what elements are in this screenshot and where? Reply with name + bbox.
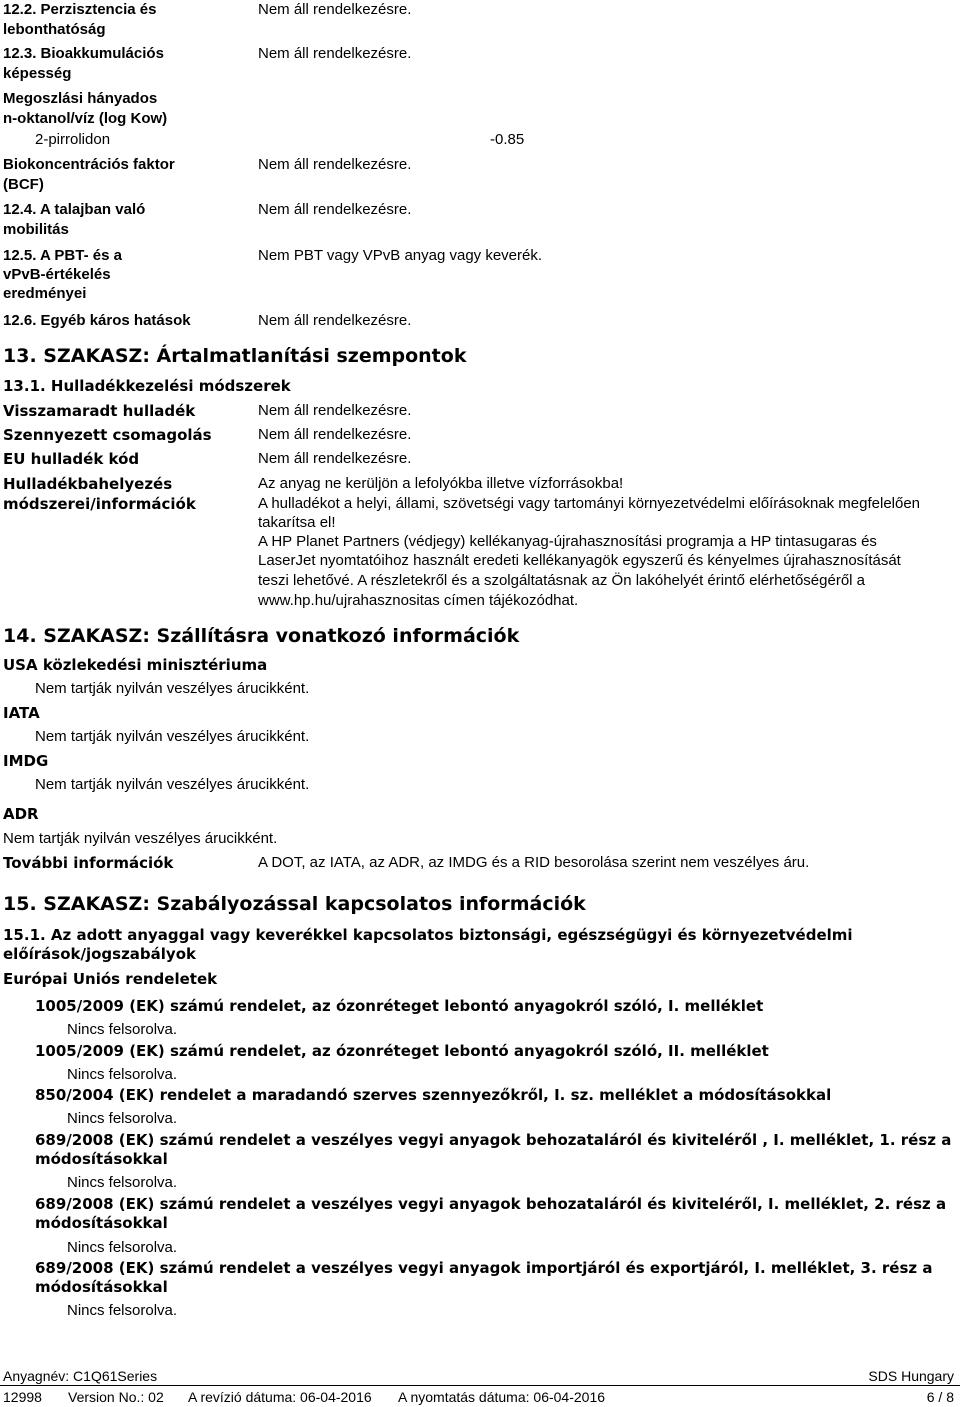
- value-adr: Nem tartják nyilván veszélyes árucikként.: [3, 830, 278, 847]
- label-iata: IATA: [3, 704, 40, 722]
- label-contaminated-packaging: Szennyezett csomagolás: [3, 426, 212, 444]
- disposal-text-4: A HP Planet Partners (védjegy) kellékanyag-újrahasznosítási programja a HP tintasugaras és: [258, 533, 877, 550]
- label-adr: ADR: [3, 805, 39, 823]
- label-12-6: 12.6. Egyéb káros hatások: [3, 312, 191, 329]
- label-disposal-line2: módszerei/információk: [3, 495, 196, 513]
- value-12-6: Nem áll rendelkezésre.: [258, 312, 412, 329]
- value-iata: Nem tartják nyilván veszélyes árucikként.: [35, 728, 310, 745]
- section-13-1-title: 13.1. Hulladékkezelési módszerek: [3, 377, 291, 395]
- label-12-2-line2: lebonthatóság: [3, 21, 106, 38]
- value-contaminated-packaging: Nem áll rendelkezésre.: [258, 426, 412, 443]
- value-further-info: A DOT, az IATA, az ADR, az IMDG és a RID besorolása szerint nem veszélyes áru.: [258, 854, 810, 871]
- reg-4-title-line1: 689/2008 (EK) számú rendelet a veszélyes vegyi anyagok behozataláról és kiviteléről , I. melléklet, 1. rész a: [35, 1131, 952, 1149]
- disposal-text-3: takarítsa el!: [258, 514, 336, 531]
- reg-1-value: Nincs felsorolva.: [67, 1021, 178, 1038]
- footer-version: Version No.: 02: [68, 1389, 164, 1405]
- value-12-3: Nem áll rendelkezésre.: [258, 45, 412, 62]
- value-12-4: Nem áll rendelkezésre.: [258, 201, 412, 218]
- value-12-2: Nem áll rendelkezésre.: [258, 1, 412, 18]
- kow-value: -0.85: [490, 131, 525, 148]
- value-bcf: Nem áll rendelkezésre.: [258, 156, 412, 173]
- reg-1-title: 1005/2009 (EK) számú rendelet, az ózonréteget lebontó anyagokról szóló, I. melléklet: [35, 997, 764, 1015]
- reg-3-title: 850/2004 (EK) rendelet a maradandó szerves szennyezőkről, I. sz. melléklet a módosításokkal: [35, 1086, 832, 1104]
- footer-print-date: A nyomtatás dátuma: 06-04-2016: [398, 1389, 606, 1405]
- section-15-1-title-line2: előírások/jogszabályok: [3, 945, 196, 963]
- label-12-4-line2: mobilitás: [3, 221, 69, 238]
- value-residual-waste: Nem áll rendelkezésre.: [258, 402, 412, 419]
- value-eu-waste-code: Nem áll rendelkezésre.: [258, 450, 412, 467]
- label-12-3-line2: képesség: [3, 65, 72, 82]
- footer-revision-date: A revízió dátuma: 06-04-2016: [188, 1389, 372, 1405]
- kow-substance: 2-pirrolidon: [35, 131, 111, 148]
- label-eu-regulations: Európai Uniós rendeletek: [3, 970, 218, 988]
- label-12-4-line1: 12.4. A talajban való: [3, 201, 146, 218]
- reg-5-title-line1: 689/2008 (EK) számú rendelet a veszélyes vegyi anyagok behozataláról és kiviteléről, I. melléklet, 2. rész a: [35, 1195, 947, 1213]
- label-12-2-line1: 12.2. Perzisztencia és: [3, 1, 157, 18]
- label-12-5-line2: vPvB-értékelés: [3, 266, 111, 283]
- reg-6-value: Nincs felsorolva.: [67, 1302, 178, 1319]
- value-imdg: Nem tartják nyilván veszélyes árucikként.: [35, 776, 310, 793]
- label-residual-waste: Visszamaradt hulladék: [3, 402, 196, 420]
- section-14-title: 14. SZAKASZ: Szállításra vonatkozó információk: [3, 625, 520, 647]
- label-kow-line2: n-oktanol/víz (log Kow): [3, 110, 168, 127]
- reg-4-value: Nincs felsorolva.: [67, 1174, 178, 1191]
- footer-rule: [0, 1385, 960, 1386]
- reg-5-value: Nincs felsorolva.: [67, 1239, 178, 1256]
- disposal-text-7: www.hp.hu/ujrahasznositas címen tájékozódhat.: [258, 592, 579, 609]
- footer-page-number: 6 / 8: [926, 1389, 954, 1405]
- footer-doc-number: 12998: [3, 1389, 42, 1405]
- label-disposal-line1: Hulladékbahelyezés: [3, 475, 173, 493]
- label-further-info: További információk: [3, 854, 174, 872]
- label-usa-dot: USA közlekedési minisztériuma: [3, 656, 268, 674]
- disposal-text-5: LaserJet nyomtatóihoz használt eredeti kellékanyagök egyszerű és kényelmes újrahasznosítását: [258, 552, 901, 569]
- reg-6-title-line2: módosításokkal: [35, 1278, 168, 1296]
- label-bcf-line2: (BCF): [3, 176, 44, 193]
- label-imdg: IMDG: [3, 752, 49, 770]
- disposal-text-2: A hulladékot a helyi, állami, szövetségi vagy tartományi környezetvédelmi előírásoknak megfelelően: [258, 495, 921, 512]
- section-15-title: 15. SZAKASZ: Szabályozással kapcsolatos információk: [3, 893, 586, 915]
- disposal-text-1: Az anyag ne kerüljön a lefolyókba illetve vízforrásokba!: [258, 475, 624, 492]
- reg-5-title-line2: módosításokkal: [35, 1214, 168, 1232]
- label-kow-line1: Megoszlási hányados: [3, 90, 158, 107]
- label-bcf-line1: Biokoncentrációs faktor: [3, 156, 175, 173]
- reg-2-title: 1005/2009 (EK) számú rendelet, az ózonréteget lebontó anyagokról szóló, II. melléklet: [35, 1042, 769, 1060]
- reg-4-title-line2: módosításokkal: [35, 1150, 168, 1168]
- reg-6-title-line1: 689/2008 (EK) számú rendelet a veszélyes vegyi anyagok importjáról és exportjáról, I. melléklet, 3. rész a: [35, 1259, 933, 1277]
- disposal-text-6: teszi lehetővé. A részletekről és a szolgáltatásnak az Ön lakóhelyét érintő elérhetőségéről a: [258, 572, 866, 589]
- footer-sds-country: SDS Hungary: [868, 1368, 954, 1384]
- reg-3-value: Nincs felsorolva.: [67, 1110, 178, 1127]
- label-eu-waste-code: EU hulladék kód: [3, 450, 140, 468]
- value-usa-dot: Nem tartják nyilván veszélyes árucikként.: [35, 680, 310, 697]
- footer-product-name: Anyagnév: C1Q61Series: [3, 1368, 158, 1384]
- label-12-5-line3: eredményei: [3, 285, 87, 302]
- label-12-3-line1: 12.3. Bioakkumulációs: [3, 45, 164, 62]
- label-12-5-line1: 12.5. A PBT- és a: [3, 247, 122, 264]
- value-12-5: Nem PBT vagy VPvB anyag vagy keverék.: [258, 247, 543, 264]
- section-13-title: 13. SZAKASZ: Ártalmatlanítási szempontok: [3, 345, 467, 367]
- section-15-1-title-line1: 15.1. Az adott anyaggal vagy keverékkel kapcsolatos biztonsági, egészségügyi és környezetvédelmi: [3, 926, 853, 944]
- reg-2-value: Nincs felsorolva.: [67, 1066, 178, 1083]
